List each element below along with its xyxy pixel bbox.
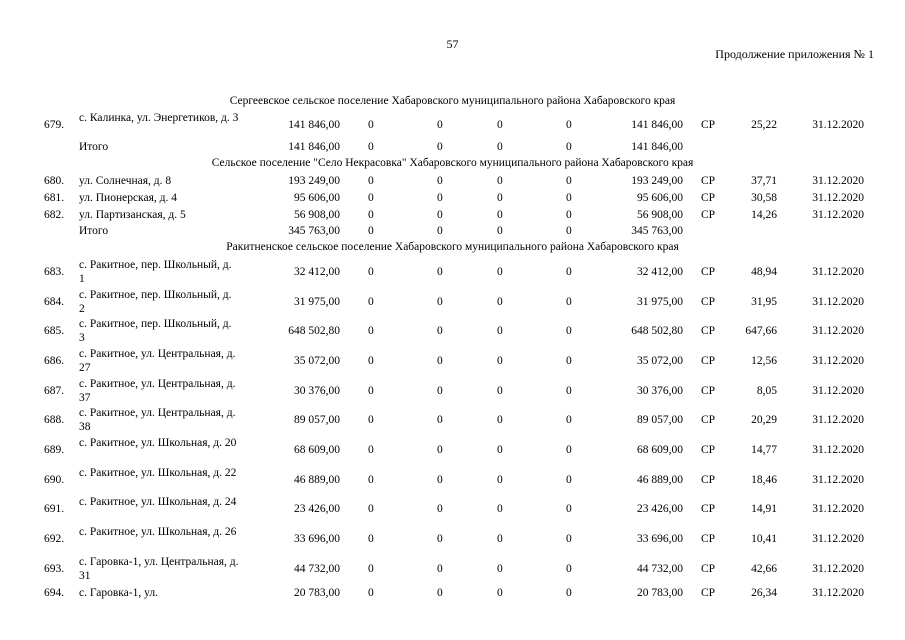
zero-cell-4: 0 xyxy=(566,175,572,187)
date-cell: 31.12.2020 xyxy=(812,296,864,308)
date-cell: 31.12.2020 xyxy=(812,414,864,426)
zero-cell-2: 0 xyxy=(437,385,443,397)
zero-cell-1: 0 xyxy=(368,192,374,204)
status-cell: СР xyxy=(701,444,716,456)
zero-cell-3: 0 xyxy=(497,141,503,153)
date-cell: 31.12.2020 xyxy=(812,355,864,367)
total-cost-cell: 68 609,00 xyxy=(294,444,340,456)
total-cost-cell: 20 783,00 xyxy=(294,587,340,599)
total-cost-2-cell: 31 975,00 xyxy=(637,296,683,308)
area-cell: 20,29 xyxy=(751,414,777,426)
date-cell: 31.12.2020 xyxy=(812,209,864,221)
total-cost-cell: 46 889,00 xyxy=(294,474,340,486)
zero-cell-4: 0 xyxy=(566,141,572,153)
address-cell: ул. Солнечная, д. 8 xyxy=(79,175,172,187)
total-cost-2-cell: 46 889,00 xyxy=(637,474,683,486)
address-cell: с. Ракитное, пер. Школьный, д. 2 xyxy=(79,289,232,315)
area-cell: 18,46 xyxy=(751,474,777,486)
zero-cell-2: 0 xyxy=(437,266,443,278)
status-cell: СР xyxy=(701,192,716,204)
date-cell: 31.12.2020 xyxy=(812,119,864,131)
total-cost-2-cell: 30 376,00 xyxy=(637,385,683,397)
row-number: 693. xyxy=(44,563,65,575)
area-cell: 14,26 xyxy=(751,209,777,221)
area-cell: 26,34 xyxy=(751,587,777,599)
row-number: 684. xyxy=(44,296,65,308)
area-cell: 42,66 xyxy=(751,563,777,575)
status-cell: СР xyxy=(701,175,716,187)
zero-cell-1: 0 xyxy=(368,474,374,486)
address-cell: Итого xyxy=(79,225,109,237)
status-cell: СР xyxy=(701,355,716,367)
area-cell: 30,58 xyxy=(751,192,777,204)
zero-cell-2: 0 xyxy=(437,175,443,187)
status-cell: СР xyxy=(701,385,716,397)
zero-cell-2: 0 xyxy=(437,563,443,575)
date-cell: 31.12.2020 xyxy=(812,474,864,486)
total-cost-2-cell: 35 072,00 xyxy=(637,355,683,367)
date-cell: 31.12.2020 xyxy=(812,503,864,515)
status-cell: СР xyxy=(701,325,716,337)
row-number: 688. xyxy=(44,414,65,426)
row-number: 683. xyxy=(44,266,65,278)
address-cell: ул. Партизанская, д. 5 xyxy=(79,209,186,221)
section-header-text: Ракитненское сельское поселение Хабаровского муниципального района Хабаровского края xyxy=(226,241,679,253)
zero-cell-4: 0 xyxy=(566,266,572,278)
status-cell: СР xyxy=(701,296,716,308)
row-number: 692. xyxy=(44,533,65,545)
zero-cell-2: 0 xyxy=(437,225,443,237)
zero-cell-4: 0 xyxy=(566,225,572,237)
zero-cell-3: 0 xyxy=(497,209,503,221)
status-cell: СР xyxy=(701,119,716,131)
total-cost-cell: 648 502,80 xyxy=(288,325,340,337)
area-cell: 8,05 xyxy=(756,385,777,397)
row-number: 694. xyxy=(44,587,65,599)
zero-cell-2: 0 xyxy=(437,414,443,426)
zero-cell-1: 0 xyxy=(368,385,374,397)
zero-cell-2: 0 xyxy=(437,533,443,545)
total-cost-2-cell: 33 696,00 xyxy=(637,533,683,545)
total-cost-cell: 31 975,00 xyxy=(294,296,340,308)
total-cost-2-cell: 193 249,00 xyxy=(631,175,683,187)
row-number: 685. xyxy=(44,325,65,337)
total-cost-cell: 30 376,00 xyxy=(294,385,340,397)
area-cell: 647,66 xyxy=(745,325,777,337)
zero-cell-4: 0 xyxy=(566,533,572,545)
zero-cell-2: 0 xyxy=(437,296,443,308)
row-number: 682. xyxy=(44,209,65,221)
zero-cell-2: 0 xyxy=(437,444,443,456)
zero-cell-4: 0 xyxy=(566,587,572,599)
address-cell: Итого xyxy=(79,141,109,153)
area-cell: 31,95 xyxy=(751,296,777,308)
zero-cell-2: 0 xyxy=(437,209,443,221)
zero-cell-4: 0 xyxy=(566,325,572,337)
date-cell: 31.12.2020 xyxy=(812,266,864,278)
zero-cell-2: 0 xyxy=(437,355,443,367)
date-cell: 31.12.2020 xyxy=(812,587,864,599)
zero-cell-4: 0 xyxy=(566,209,572,221)
total-cost-cell: 44 732,00 xyxy=(294,563,340,575)
total-cost-cell: 141 846,00 xyxy=(288,141,340,153)
date-cell: 31.12.2020 xyxy=(812,192,864,204)
zero-cell-1: 0 xyxy=(368,141,374,153)
zero-cell-3: 0 xyxy=(497,225,503,237)
zero-cell-3: 0 xyxy=(497,266,503,278)
zero-cell-3: 0 xyxy=(497,587,503,599)
row-number: 680. xyxy=(44,175,65,187)
zero-cell-4: 0 xyxy=(566,355,572,367)
total-cost-cell: 56 908,00 xyxy=(294,209,340,221)
zero-cell-4: 0 xyxy=(566,563,572,575)
zero-cell-1: 0 xyxy=(368,266,374,278)
zero-cell-4: 0 xyxy=(566,296,572,308)
zero-cell-1: 0 xyxy=(368,325,374,337)
total-cost-2-cell: 20 783,00 xyxy=(637,587,683,599)
section-header xyxy=(0,157,905,169)
zero-cell-4: 0 xyxy=(566,474,572,486)
zero-cell-1: 0 xyxy=(368,414,374,426)
page-number: 57 xyxy=(446,37,459,51)
zero-cell-3: 0 xyxy=(497,325,503,337)
zero-cell-2: 0 xyxy=(437,587,443,599)
date-cell: 31.12.2020 xyxy=(812,444,864,456)
date-cell: 31.12.2020 xyxy=(812,325,864,337)
address-cell: с. Ракитное, ул. Школьная, д. 20 xyxy=(79,437,237,449)
zero-cell-2: 0 xyxy=(437,192,443,204)
total-cost-cell: 345 763,00 xyxy=(288,225,340,237)
zero-cell-3: 0 xyxy=(497,444,503,456)
total-cost-2-cell: 648 502,80 xyxy=(631,325,683,337)
zero-cell-1: 0 xyxy=(368,444,374,456)
area-cell: 12,56 xyxy=(751,355,777,367)
zero-cell-1: 0 xyxy=(368,296,374,308)
address-cell: с. Гаровка-1, ул. Центральная, д. 31 xyxy=(79,556,239,582)
date-cell: 31.12.2020 xyxy=(812,175,864,187)
address-cell: с. Ракитное, ул. Школьная, д. 26 xyxy=(79,526,237,538)
zero-cell-4: 0 xyxy=(566,119,572,131)
address-cell: с. Гаровка-1, ул. xyxy=(79,587,158,599)
total-cost-cell: 23 426,00 xyxy=(294,503,340,515)
zero-cell-1: 0 xyxy=(368,225,374,237)
address-cell: с. Ракитное, пер. Школьный, д. 3 xyxy=(79,318,232,344)
zero-cell-2: 0 xyxy=(437,503,443,515)
total-cost-2-cell: 56 908,00 xyxy=(637,209,683,221)
address-cell: с. Ракитное, ул. Центральная, д. 37 xyxy=(79,378,236,404)
row-number: 681. xyxy=(44,192,65,204)
zero-cell-4: 0 xyxy=(566,385,572,397)
address-cell: с. Ракитное, пер. Школьный, д. 1 xyxy=(79,259,232,285)
status-cell: СР xyxy=(701,474,716,486)
total-cost-2-cell: 32 412,00 xyxy=(637,266,683,278)
zero-cell-3: 0 xyxy=(497,503,503,515)
total-cost-cell: 35 072,00 xyxy=(294,355,340,367)
zero-cell-3: 0 xyxy=(497,119,503,131)
address-cell: с. Ракитное, ул. Школьная, д. 24 xyxy=(79,496,237,508)
zero-cell-2: 0 xyxy=(437,141,443,153)
row-number: 691. xyxy=(44,503,65,515)
zero-cell-4: 0 xyxy=(566,414,572,426)
total-cost-2-cell: 141 846,00 xyxy=(631,119,683,131)
area-cell: 37,71 xyxy=(751,175,777,187)
area-cell: 10,41 xyxy=(751,533,777,545)
date-cell: 31.12.2020 xyxy=(812,563,864,575)
status-cell: СР xyxy=(701,503,716,515)
total-cost-cell: 32 412,00 xyxy=(294,266,340,278)
status-cell: СР xyxy=(701,563,716,575)
address-cell: с. Ракитное, ул. Центральная, д. 38 xyxy=(79,407,236,433)
zero-cell-3: 0 xyxy=(497,296,503,308)
date-cell: 31.12.2020 xyxy=(812,533,864,545)
row-number: 686. xyxy=(44,355,65,367)
total-cost-cell: 193 249,00 xyxy=(288,175,340,187)
zero-cell-3: 0 xyxy=(497,355,503,367)
zero-cell-4: 0 xyxy=(566,444,572,456)
address-cell: с. Ракитное, ул. Центральная, д. 27 xyxy=(79,348,236,374)
total-cost-cell: 89 057,00 xyxy=(294,414,340,426)
status-cell: СР xyxy=(701,209,716,221)
zero-cell-1: 0 xyxy=(368,503,374,515)
total-cost-cell: 141 846,00 xyxy=(288,119,340,131)
zero-cell-3: 0 xyxy=(497,563,503,575)
zero-cell-3: 0 xyxy=(497,414,503,426)
area-cell: 25,22 xyxy=(751,119,777,131)
section-header xyxy=(0,241,905,253)
area-cell: 48,94 xyxy=(751,266,777,278)
row-number: 687. xyxy=(44,385,65,397)
status-cell: СР xyxy=(701,414,716,426)
row-number: 689. xyxy=(44,444,65,456)
zero-cell-1: 0 xyxy=(368,563,374,575)
zero-cell-3: 0 xyxy=(497,175,503,187)
total-cost-2-cell: 95 606,00 xyxy=(637,192,683,204)
total-cost-2-cell: 141 846,00 xyxy=(631,141,683,153)
row-number: 690. xyxy=(44,474,65,486)
total-cost-2-cell: 23 426,00 xyxy=(637,503,683,515)
zero-cell-4: 0 xyxy=(566,503,572,515)
appendix-title: Продолжение приложения № 1 xyxy=(715,47,874,61)
section-header-text: Сергеевское сельское поселение Хабаровского муниципального района Хабаровского края xyxy=(229,95,676,107)
zero-cell-2: 0 xyxy=(437,474,443,486)
zero-cell-2: 0 xyxy=(437,325,443,337)
zero-cell-2: 0 xyxy=(437,119,443,131)
total-cost-2-cell: 89 057,00 xyxy=(637,414,683,426)
section-header xyxy=(0,95,905,107)
zero-cell-1: 0 xyxy=(368,175,374,187)
total-cost-cell: 95 606,00 xyxy=(294,192,340,204)
total-cost-cell: 33 696,00 xyxy=(294,533,340,545)
area-cell: 14,77 xyxy=(751,444,777,456)
total-cost-2-cell: 44 732,00 xyxy=(637,563,683,575)
address-cell: с. Ракитное, ул. Школьная, д. 22 xyxy=(79,467,237,479)
zero-cell-3: 0 xyxy=(497,192,503,204)
total-cost-2-cell: 68 609,00 xyxy=(637,444,683,456)
address-cell: ул. Пионерская, д. 4 xyxy=(79,192,177,204)
zero-cell-1: 0 xyxy=(368,355,374,367)
zero-cell-1: 0 xyxy=(368,119,374,131)
area-cell: 14,91 xyxy=(751,503,777,515)
zero-cell-3: 0 xyxy=(497,533,503,545)
zero-cell-1: 0 xyxy=(368,533,374,545)
section-header-text: Сельское поселение "Село Некрасовка" Хабаровского муниципального района Хабаровского края xyxy=(211,157,694,169)
zero-cell-4: 0 xyxy=(566,192,572,204)
address-cell: с. Калинка, ул. Энергетиков, д. 3 xyxy=(79,112,239,124)
zero-cell-1: 0 xyxy=(368,587,374,599)
date-cell: 31.12.2020 xyxy=(812,385,864,397)
status-cell: СР xyxy=(701,533,716,545)
zero-cell-1: 0 xyxy=(368,209,374,221)
status-cell: СР xyxy=(701,587,716,599)
zero-cell-3: 0 xyxy=(497,385,503,397)
total-cost-2-cell: 345 763,00 xyxy=(631,225,683,237)
zero-cell-3: 0 xyxy=(497,474,503,486)
status-cell: СР xyxy=(701,266,716,278)
row-number: 679. xyxy=(44,119,65,131)
